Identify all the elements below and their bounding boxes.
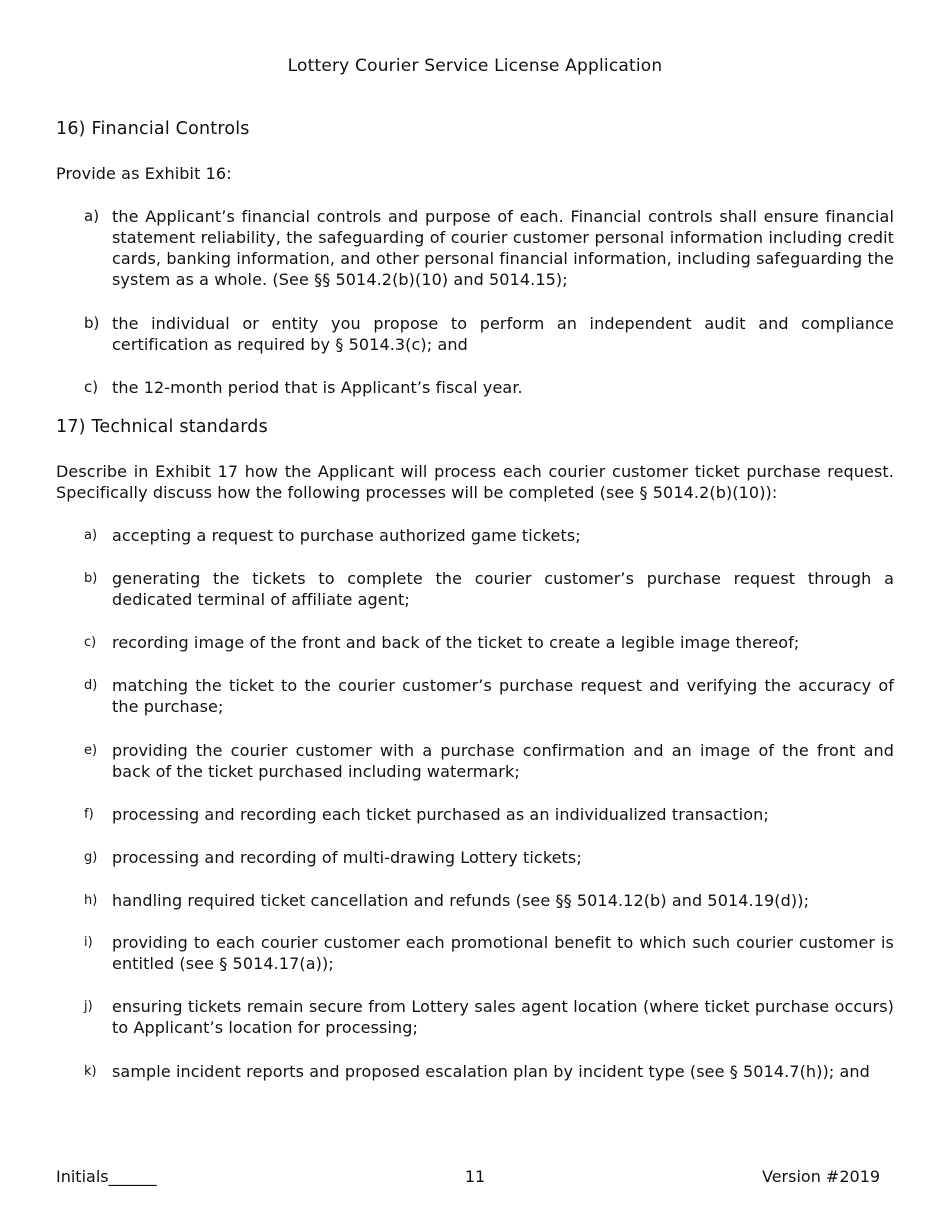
section-17-item-c: [84, 632, 894, 653]
list-item-text: providing the courier customer with a purchase confirmation and an image of the front and back of the ticket purchased including watermark;: [112, 741, 894, 781]
list-marker: i): [84, 935, 93, 950]
list-marker: a): [84, 528, 98, 543]
list-item-text: the individual or entity you propose to perform an independent audit and compliance certification as required by § 5014.3(c); and: [112, 314, 894, 354]
list-item-text: generating the tickets to complete the courier customer’s purchase request through a dedicated terminal of affiliate agent;: [112, 569, 894, 609]
list-marker: c): [84, 378, 99, 396]
list-item-text: processing and recording of multi-drawing Lottery tickets;: [112, 848, 582, 867]
section-17-item-d: [84, 675, 894, 717]
section-17-item-e: [84, 740, 894, 782]
list-marker: e): [84, 743, 98, 758]
section-17-item-f: [84, 804, 894, 825]
footer-page-number: 11: [464, 1167, 486, 1186]
section-17-item-b: [84, 568, 894, 610]
section-17-item-g: [84, 847, 894, 868]
list-marker: f): [84, 807, 94, 822]
footer-version: Version #2019: [762, 1167, 881, 1186]
list-item-text: the 12-month period that is Applicant’s fiscal year.: [112, 378, 523, 397]
list-marker: b): [84, 314, 100, 332]
section-16-intro: Provide as Exhibit 16:: [56, 164, 232, 183]
section-17-intro: Describe in Exhibit 17 how the Applicant will process each courier customer ticket purchase request. Specifically discuss how the following processes will be completed (see § 5014.2(b)(10)):: [56, 462, 894, 502]
list-item-text: the Applicant’s financial controls and purpose of each. Financial controls shall ensure financial statement reliability, the safeguarding of courier customer personal information including credit cards, banking information, and other personal financial information, including safeguarding the system as a whole. (See §§ 5014.2(b)(10) and 5014.15);: [112, 207, 894, 289]
section-17-item-j: [84, 996, 894, 1038]
list-marker: a): [84, 207, 100, 225]
section-16-item-c: [84, 377, 894, 398]
section-17-heading: 17) Technical standards: [56, 417, 268, 437]
list-item-text: ensuring tickets remain secure from Lottery sales agent location (where ticket purchase occurs) to Applicant’s location for processing;: [112, 997, 894, 1037]
list-marker: b): [84, 571, 98, 586]
list-marker: h): [84, 893, 98, 908]
list-item-text: recording image of the front and back of the ticket to create a legible image thereof;: [112, 633, 800, 652]
list-item-text: processing and recording each ticket purchased as an individualized transaction;: [112, 805, 769, 824]
section-16-heading: 16) Financial Controls: [56, 119, 250, 139]
section-17-item-h: [84, 890, 894, 911]
list-marker: j): [84, 999, 93, 1014]
list-marker: c): [84, 635, 97, 650]
list-item-text: providing to each courier customer each promotional benefit to which such courier customer is entitled (see § 5014.17(a));: [112, 933, 894, 973]
footer-initials: Initials______: [56, 1167, 157, 1186]
section-17-item-a: [84, 525, 894, 546]
section-17-item-k: [84, 1061, 894, 1082]
list-marker: k): [84, 1064, 97, 1079]
list-item-text: sample incident reports and proposed escalation plan by incident type (see § 5014.7(h)); and: [112, 1062, 870, 1081]
list-item-text: matching the ticket to the courier customer’s purchase request and verifying the accuracy of the purchase;: [112, 676, 894, 716]
page-header-title: Lottery Courier Service License Application: [287, 56, 663, 76]
list-item-text: handling required ticket cancellation and refunds (see §§ 5014.12(b) and 5014.19(d));: [112, 891, 810, 910]
list-item-text: accepting a request to purchase authorized game tickets;: [112, 526, 581, 545]
section-16-item-b: [84, 313, 894, 355]
section-16-item-a: [84, 206, 894, 290]
list-marker: d): [84, 678, 98, 693]
list-marker: g): [84, 850, 98, 865]
section-17-item-i: [84, 932, 894, 974]
